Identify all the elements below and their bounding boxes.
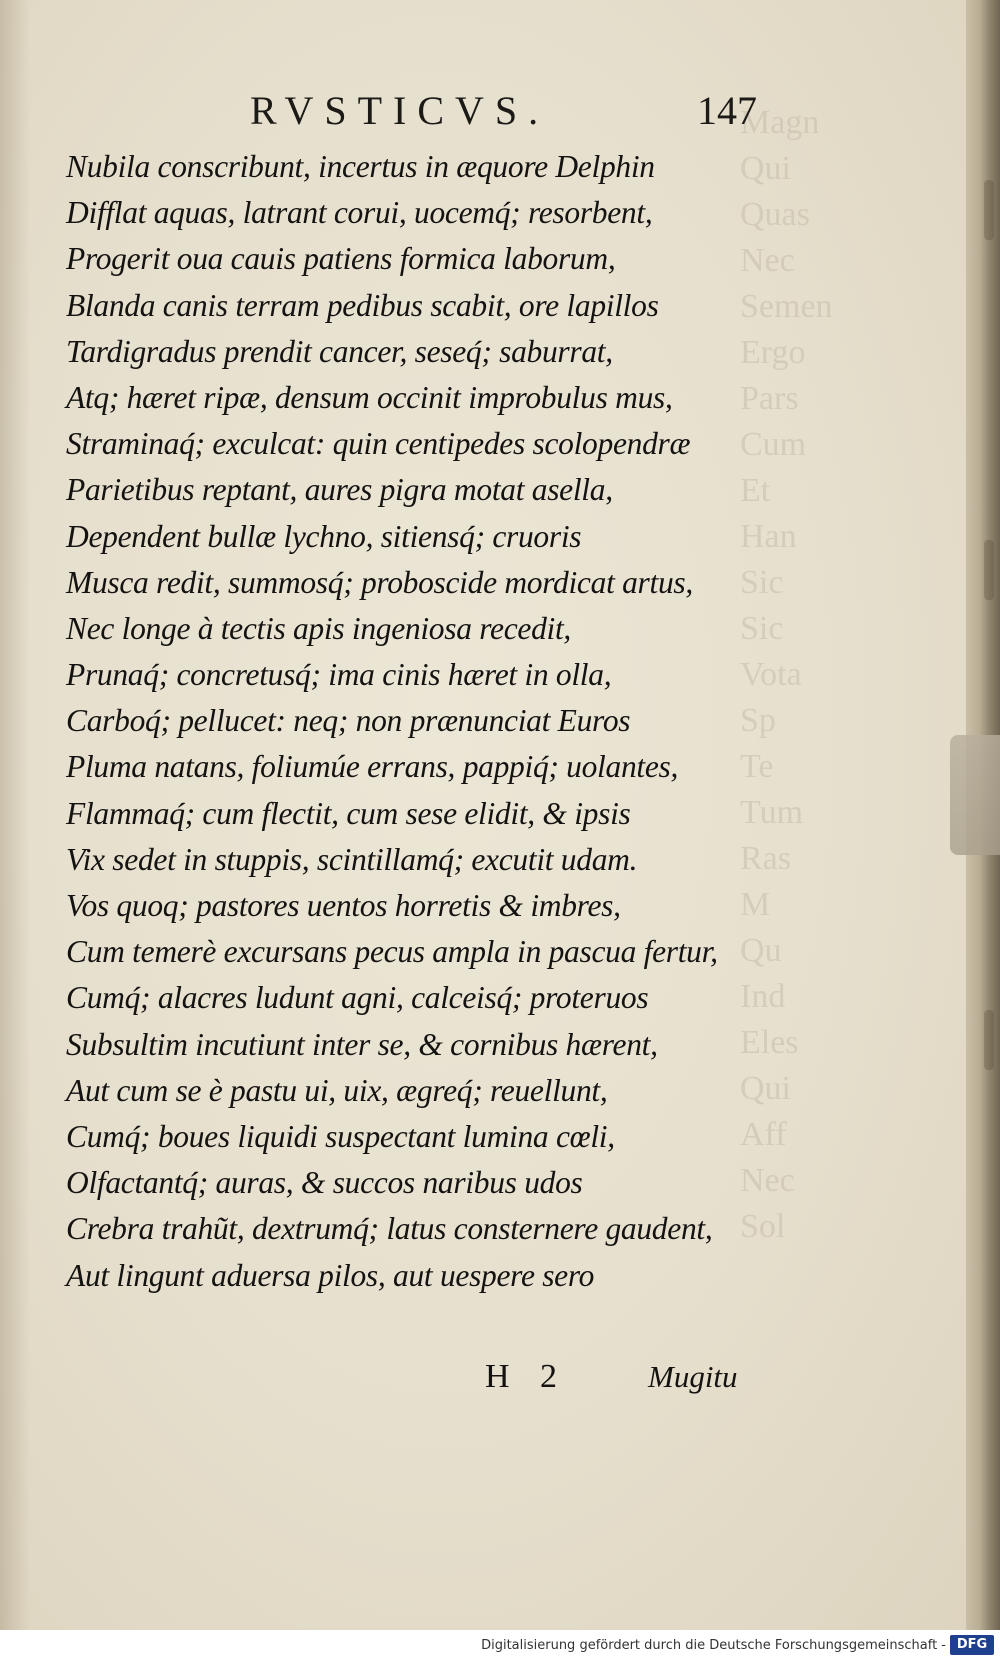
edge-stain	[984, 540, 994, 600]
running-header	[0, 86, 975, 136]
verse-line: Nubila conscribunt, incertus in æquore Delphin	[66, 149, 655, 184]
edge-stain	[984, 180, 994, 240]
verse-line: Atq; hæret ripæ, densum occinit improbulus mus,	[66, 379, 673, 415]
show-through-text: Magn Qui Quas Nec Semen Ergo Pars Cum Et Han Sic Sic Vota Sp Te Tum Ras M Qu Ind Eles Qui Aff Nec Sol	[740, 104, 833, 1245]
verse-line: Cumq́; alacres ludunt agni, calceisq́; proteruos	[66, 980, 649, 1016]
dfg-logo-icon: DFG	[950, 1635, 994, 1655]
verse-line: Dependent bullæ lychno, sitiensq́; cruoris	[66, 518, 582, 554]
page-footer	[0, 1352, 975, 1402]
page-number: 147	[697, 88, 757, 133]
catchword: Mugitu	[648, 1359, 738, 1394]
verse-text-block	[66, 144, 766, 1299]
verse-line: Difflat aquas, latrant corui, uocemq́; resorbent,	[66, 195, 653, 231]
verse-line: Nec longe à tectis apis ingeniosa recedit,	[66, 610, 571, 646]
verse-line: Cum temerè excursans pecus ampla in pascua fertur,	[66, 934, 718, 970]
verse-line: Progerit oua cauis patiens formica laborum,	[66, 241, 616, 277]
running-title: RVSTICVS.	[250, 88, 550, 133]
verse-line: Aut lingunt aduersa pilos, aut uespere sero	[66, 1257, 595, 1293]
verse-line: Tardigradus prendit cancer, seseq́; saburrat,	[66, 333, 613, 369]
verse-line: Pluma natans, foliumúe errans, pappiq́; uolantes,	[66, 749, 679, 785]
credit-text: Digitalisierung gefördert durch die Deutsche Forschungsgemeinschaft -	[481, 1638, 946, 1653]
verse-line: Cumq́; boues liquidi suspectant lumina cœli,	[66, 1118, 615, 1154]
signature-mark: H 2	[485, 1358, 558, 1395]
credit-bar	[0, 1630, 1000, 1661]
verse-line: Carboq́; pellucet: neq; non prænunciat Euros	[66, 703, 631, 739]
verse-line: Flammaq́; cum flectit, cum sese elidit, & ipsis	[66, 795, 631, 831]
verse-line: Olfactantq́; auras, & succos naribus udos	[66, 1165, 583, 1201]
verse-line: Prunaq́; concretusq́; ima cinis hæret in olla,	[66, 657, 612, 693]
verse-line: Straminaq́; exculcat: quin centipedes scolopendræ	[66, 426, 691, 462]
verse-line: Blanda canis terram pedibus scabit, ore lapillos	[66, 287, 659, 323]
verse-line: Crebra trahũt, dextrumq́; latus consternere gaudent,	[66, 1211, 713, 1247]
verse-line: Aut cum se è pastu ui, uix, ægreq́; reuellunt,	[66, 1072, 608, 1108]
verse-line: Vix sedet in stuppis, scintillamq́; excutit udam.	[66, 841, 638, 877]
verse-line: Musca redit, summosq́; proboscide mordicat artus,	[66, 564, 693, 600]
verse-line: Parietibus reptant, aures pigra motat asella,	[66, 472, 613, 508]
edge-stain	[984, 1010, 994, 1070]
verse-line: Subsultim incutiunt inter se, & cornibus hærent,	[66, 1026, 658, 1062]
verse-line: Vos quoq; pastores uentos horretis & imbres,	[66, 888, 621, 923]
page-tab	[950, 735, 1000, 855]
